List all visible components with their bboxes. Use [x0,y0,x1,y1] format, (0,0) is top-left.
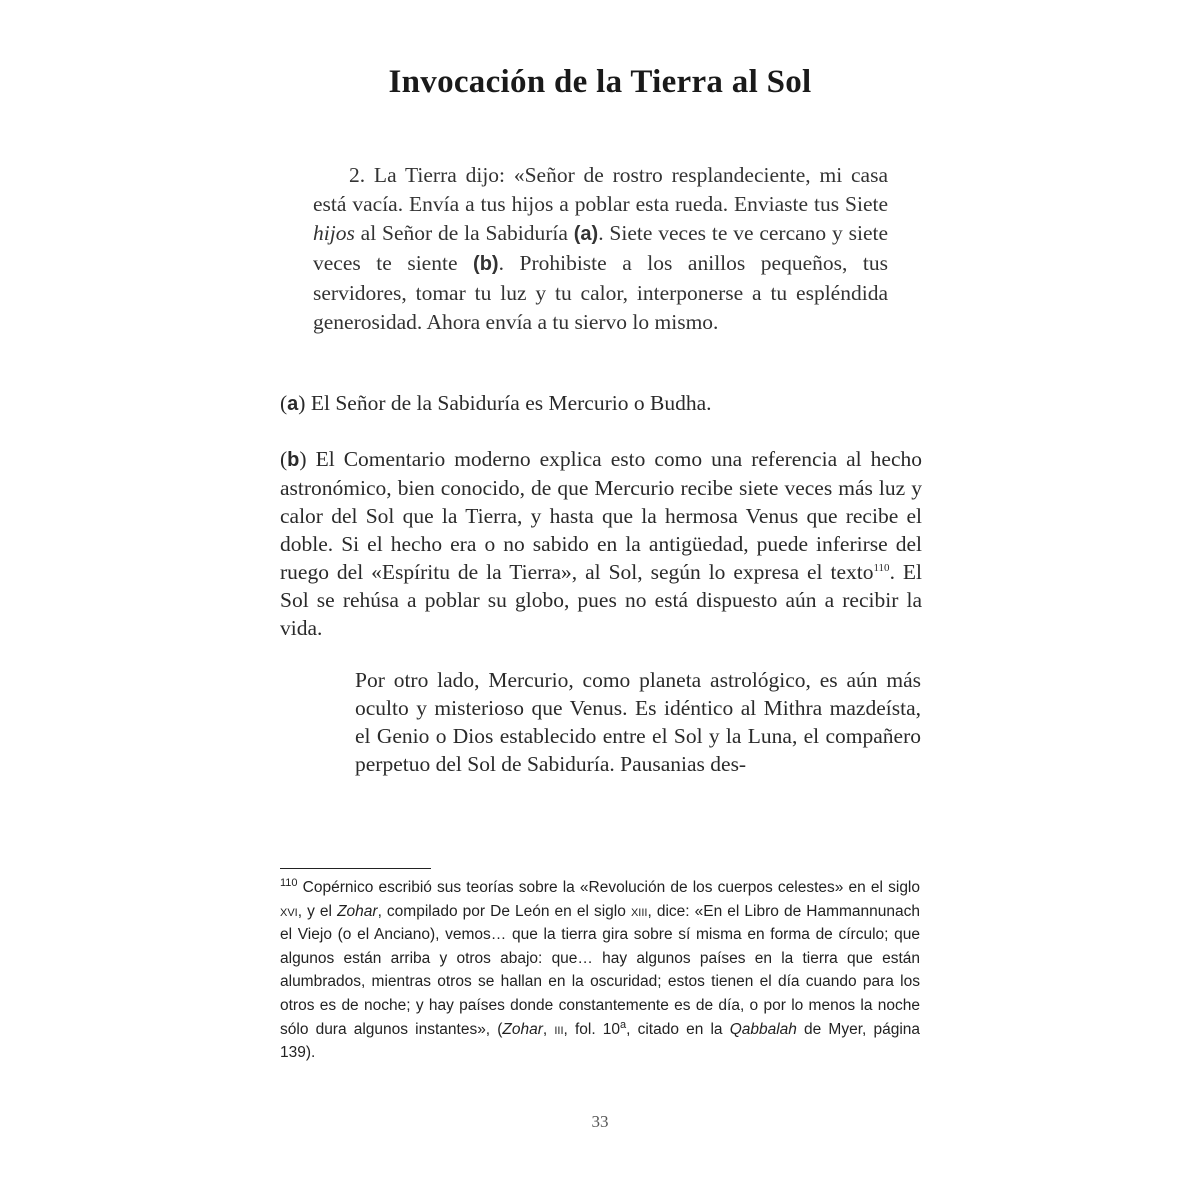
note-b-text-1: El Comentario moderno explica esto como una referencia al hecho astronómico, bien conocido, de que Mercurio recibe siete veces más luz y calor del Sol que la Tierra, y hasta que la hermosa Venus que recibe el doble. Si el hecho era o no sabido en la antigüedad, puede inferirse del ruego del «Espíritu de la Tierra», al Sol, según lo expresa el texto [280,447,922,584]
note-a-text: El Señor de la Sabiduría es Mercurio o Budha. [305,391,712,415]
footnote-folio-superscript: a [620,1018,627,1031]
footnote-divider [280,868,431,869]
stanza-paragraph [313,161,888,337]
footnote-text-2: , y el [297,902,338,920]
page-number: 33 [591,1112,609,1131]
footnote-text-4: , dice: «En el Libro de Hammannunach el Viejo (o el Anciano), vemos… que la tierra gira sobre sí misma en forma de círculo; que algunos están arriba y otros abajo: que… hay algunos países en la tierra que están alumbrados, mientras otros se hallan en la oscuridad; estos tienen el día cuando para los otros es de noche; y hay países donde constantemente es de día, o por lo menos la noche sólo dura algunos instantes», ( [280,902,921,1038]
footnote-110 [280,876,920,1065]
stanza-text-3: . Siete veces te ve cercano y siete veces te siente [313,221,888,275]
note-b-label: b [287,449,300,471]
block-quote: Por otro lado, Mercurio, como planeta astrológico, es aún más oculto y misterioso que Venus. Es idéntico al Mithra mazdeísta, el Genio o Dios establecido entre el Sol y la Luna, el compañero perpetuo del Sol de Sabiduría. Pausanias des- [355,668,921,776]
page-title: Invocación de la Tierra al Sol [388,64,812,100]
note-b-open-paren: ( [280,447,288,471]
stanza-text-1: 2. La Tierra dijo: «Señor de rostro resplandeciente, mi casa está vacía. Envía a tus hijos a poblar esta rueda. Enviaste tus Siete [313,163,888,216]
note-reference-b: (b) [473,253,499,275]
footnote-volume: iii [554,1020,564,1038]
footnote-zohar-title-1: Zohar [337,902,378,920]
stanza-text-2: al Señor de la Sabiduría [354,221,574,245]
commentary-note-b [280,445,922,642]
footnote-text-1: Copérnico escribió sus teorías sobre la «Revolución de los cuerpos celestes» en el siglo [297,879,920,896]
footnote-century-13: xiii [630,902,648,920]
note-a-label: a [287,393,299,415]
note-reference-a: (a) [573,223,599,245]
note-a-open-paren: ( [280,391,288,415]
footnote-text-8: de Myer, página 139). [280,1020,921,1062]
stanza-italic-word: hijos [313,221,355,245]
footnote-text-5: , [542,1020,555,1038]
commentary-note-a [280,389,922,418]
note-b-text-2: . El Sol se rehúsa a poblar su globo, pues no está dispuesto aún a recibir la vida. [280,560,923,640]
stanza-text-4: . Prohibiste a los anillos pequeños, tus servidores, tomar tu luz y tu calor, interponerse a tu espléndida generosidad. Ahora envía a tu siervo lo mismo. [313,251,888,334]
footnote-zohar-title-2: Zohar [502,1020,543,1038]
footnote-reference: 110 [873,561,890,574]
footnote-qabbalah-title: Qabbalah [729,1020,797,1038]
footnote-text-6: , fol. 10 [563,1020,621,1038]
footnote-text-3: , compilado por De León en el siglo [377,902,631,920]
footnote-century-16: xvi [280,902,298,920]
note-a-close-paren: ) [298,391,306,415]
note-b-close-paren: ) [299,447,307,471]
footnote-text-7: , citado en la [626,1020,730,1038]
footnote-number: 110 [280,876,298,889]
